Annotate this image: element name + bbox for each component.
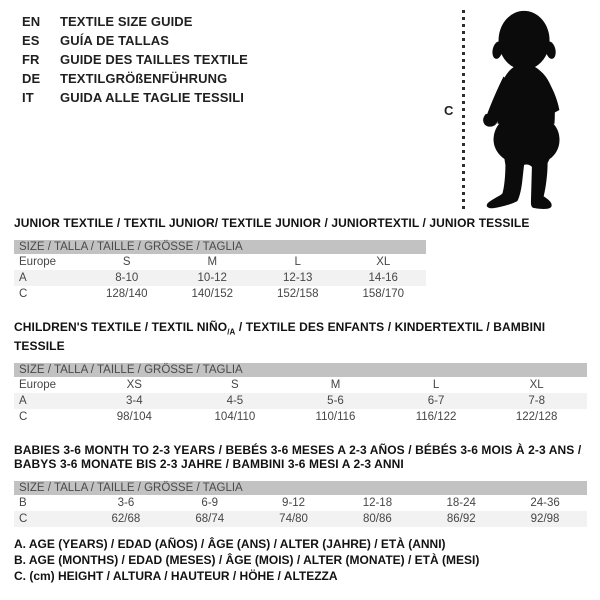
table-header-bar: SIZE / TALLA / TAILLE / GRÖSSE / TAGLIA <box>14 481 587 495</box>
section-title-text: / TEXTILE DES ENFANTS / KINDERTEXTIL / BAMBINI TESSILE <box>14 320 546 354</box>
section-title-line: BABYS 3-6 MONATE BIS 2-3 JAHRE / BAMBINI 3-6 MESI A 2-3 ANNI <box>14 457 404 472</box>
row-label: Europe <box>19 379 57 392</box>
size-guide-sections <box>14 216 587 545</box>
table-row <box>14 495 587 511</box>
size-cell: 24-36 <box>530 497 560 510</box>
table-header-bar: SIZE / TALLA / TAILLE / GRÖSSE / TAGLIA <box>14 240 426 254</box>
table-row <box>14 409 587 425</box>
size-cell: 7-8 <box>528 395 545 408</box>
size-cell: L <box>432 379 440 392</box>
size-cell: 12-13 <box>283 272 313 284</box>
language-code: EN <box>22 14 41 29</box>
size-cell: 4-5 <box>226 395 244 408</box>
size-cell: 12-18 <box>362 497 393 510</box>
size-cell: 110/116 <box>315 411 356 424</box>
table-header-bar: SIZE / TALLA / TAILLE / GRÖSSE / TAGLIA <box>14 363 587 377</box>
size-cell: M <box>207 256 218 268</box>
section-title-subscript: /A <box>227 327 236 337</box>
footnote-height: C. (cm) HEIGHT / ALTURA / HAUTEUR / HÖHE / ALTEZZA <box>14 569 338 583</box>
language-row <box>22 50 248 69</box>
language-row <box>22 31 248 50</box>
guide-title: TEXTILE SIZE GUIDE <box>60 14 193 29</box>
size-cell: 3-4 <box>125 395 143 408</box>
language-code: FR <box>22 52 40 67</box>
language-code: ES <box>22 33 40 48</box>
row-label: C <box>19 411 28 424</box>
size-cell: 9-12 <box>282 497 306 510</box>
size-cell: 6-9 <box>201 497 219 510</box>
size-cell: 152/158 <box>276 288 319 300</box>
size-cell: 92/98 <box>530 513 560 526</box>
size-cell: 104/110 <box>214 411 256 424</box>
size-cell: 116/122 <box>415 411 457 424</box>
size-cell: XL <box>529 379 544 392</box>
section-title-text: CHILDREN'S TEXTILE / TEXTIL NIÑO <box>14 320 228 334</box>
row-label: B <box>19 497 27 510</box>
size-cell: S <box>122 256 131 268</box>
language-title-list <box>22 12 248 107</box>
size-cell: 14-16 <box>368 272 398 284</box>
size-cell: 8-10 <box>115 272 139 284</box>
table-row <box>14 286 426 302</box>
row-label: A <box>19 272 27 284</box>
size-cell: 98/104 <box>116 411 152 424</box>
guide-title: GUÍA DE TALLAS <box>60 33 170 48</box>
table-row <box>14 377 587 393</box>
size-cell: 62/68 <box>111 513 141 526</box>
legend-footnotes <box>14 536 479 584</box>
size-cell: 86/92 <box>446 513 476 526</box>
size-cell: 140/152 <box>191 288 234 300</box>
row-label: Europe <box>19 256 57 268</box>
size-cell: 3-6 <box>117 497 135 510</box>
guide-title: GUIDE DES TAILLES TEXTILE <box>60 52 248 67</box>
size-cell: S <box>231 379 239 392</box>
language-row <box>22 69 248 88</box>
guide-title: TEXTILGRÖßENFÜHRUNG <box>60 71 228 86</box>
size-cell: 122/128 <box>515 411 558 424</box>
size-cell: 128/140 <box>105 288 148 300</box>
size-cell: 10-12 <box>197 272 227 284</box>
language-row <box>22 12 248 31</box>
size-cell: 6-7 <box>427 395 445 408</box>
row-label: C <box>19 288 28 300</box>
language-code: IT <box>22 90 34 105</box>
height-measure-label: C <box>444 102 454 118</box>
table-row <box>14 393 587 409</box>
row-label: A <box>19 395 27 408</box>
size-cell: 68/74 <box>195 513 225 526</box>
size-cell: XL <box>376 256 391 268</box>
height-measure-figure <box>444 6 596 214</box>
size-table-children <box>14 363 587 425</box>
size-cell: 80/86 <box>363 513 392 526</box>
size-cell: 18-24 <box>446 497 476 510</box>
size-cell: 74/80 <box>279 513 308 526</box>
size-cell: 5-6 <box>327 395 344 408</box>
section-title-babies <box>14 443 587 471</box>
size-cell: 158/170 <box>362 288 405 300</box>
footnote-age-months: B. AGE (MONTHS) / EDAD (MESES) / ÂGE (MOIS) / ALTER (MONATE) / ETÀ (MESI) <box>14 553 480 567</box>
guide-title: GUIDA ALLE TAGLIE TESSILI <box>60 90 245 105</box>
table-row <box>14 270 426 286</box>
size-cell: L <box>294 256 301 268</box>
size-table-junior <box>14 240 426 302</box>
language-code: DE <box>22 71 41 86</box>
size-table-babies <box>14 481 587 527</box>
section-title-junior: JUNIOR TEXTILE / TEXTIL JUNIOR/ TEXTILE JUNIOR / JUNIORTEXTIL / JUNIOR TESSILE <box>14 216 530 230</box>
footnote-age-years: A. AGE (YEARS) / EDAD (AÑOS) / ÂGE (ANS) / ALTER (JAHRE) / ETÀ (ANNI) <box>14 537 446 551</box>
language-row <box>22 88 248 107</box>
height-reference-line <box>462 10 465 212</box>
size-cell: M <box>330 379 341 392</box>
table-row <box>14 511 587 527</box>
section-title-line: BABIES 3-6 MONTH TO 2-3 YEARS / BEBÉS 3-6 MESES A 2-3 AÑOS / BÉBÉS 3-6 MOIS À 2-3 ANS / <box>14 443 582 458</box>
row-label: C <box>19 513 28 526</box>
section-title-children <box>14 320 587 353</box>
size-cell: XS <box>126 379 142 392</box>
baby-silhouette-icon <box>472 6 582 212</box>
table-row <box>14 254 426 270</box>
